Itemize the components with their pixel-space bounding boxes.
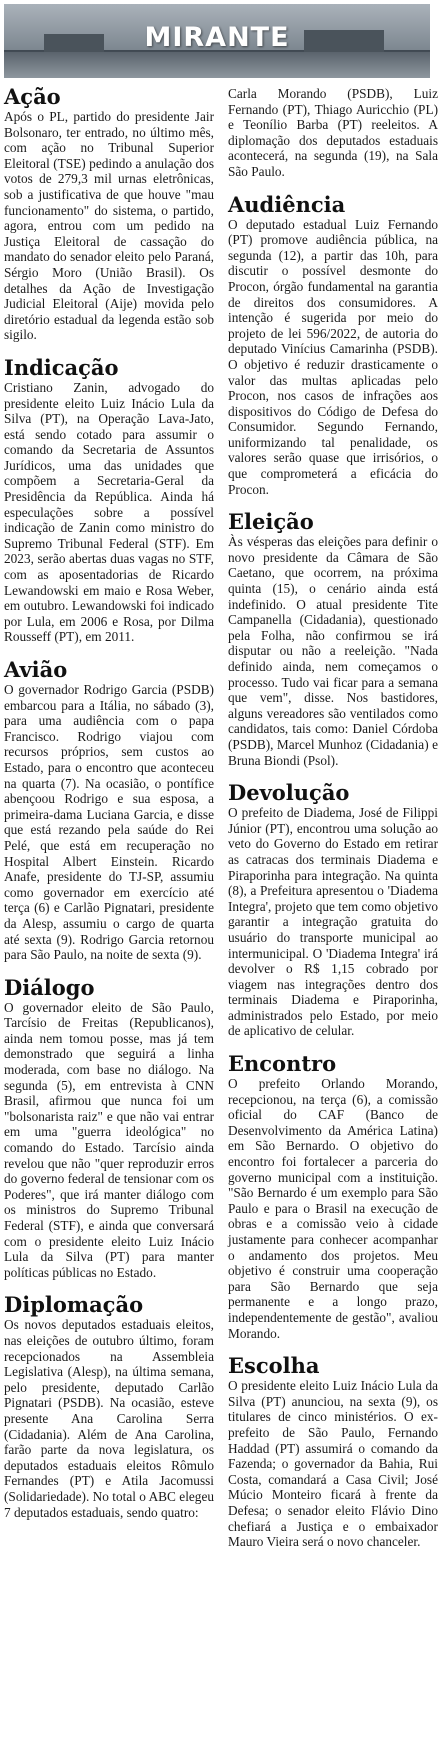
article-heading: Avião: [4, 657, 68, 682]
article-heading: Devolução: [228, 780, 350, 806]
section-title: MIRANTE: [144, 22, 290, 53]
article: [4, 974, 214, 1281]
article: [4, 659, 214, 963]
article-heading: Audiência: [228, 191, 346, 217]
article-body: O governador eleito de São Paulo, Tarcísio de Freitas (Republicanos), ainda nem tomou posse, mas já tem demonstrado que seguirá a linha moderada, com base no diálogo. Na segunda (5), em entrevista à CNN Brasil, afirmou que nunca foi um "bolsonarista raiz" e que não vai entrar em uma "guerra ideológica" no comando do Estado. Tarcísio ainda revelou que não "quer reproduzir erros do governo federal de tensionar com os Poderes", que irá manter diálogo com os ministros do Supremo Tribunal Federal (STF), e ainda que conversará com o presidente eleito Luiz Inácio Lula da Silva (PT) para manter políticas públicas no Estado.: [4, 999, 214, 1280]
article: [228, 1355, 438, 1550]
article-heading: Diplomação: [4, 1292, 144, 1318]
article: [228, 191, 438, 498]
article-body: Carla Morando (PSDB), Luiz Fernando (PT), Thiago Auricchio (PL) e Teonílio Barba (PT) reeleitos. A diplomação dos deputados estaduais acontecerá, na segunda (19), na Sala São Paulo.: [228, 86, 438, 179]
article-heading: Indicação: [4, 354, 119, 380]
article-heading: Eleição: [228, 509, 314, 535]
article-heading: Ação: [4, 84, 61, 109]
column-right: [228, 86, 438, 1564]
article-body: O presidente eleito Luiz Inácio Lula da Silva (PT) anunciou, na sexta (9), os titulares de cinco ministérios. O ex-prefeito de São Paulo, Fernando Haddad (PT) assumirá o comando da Fazenda; o governador da Bahia, Rui Costa, comandará a Casa Civil; José Múcio Monteiro ficará à frente da Defesa; o senador eleito Flávio Dino chefiará a Justiça e o embaixador Mauro Vieira será o novo chanceler.: [228, 1378, 438, 1550]
banner-water-image: [4, 52, 430, 78]
article: [228, 782, 438, 1039]
column-left: [4, 86, 214, 1534]
article-body: Cristiano Zanin, advogado do presidente eleito Luiz Inácio Lula da Silva (PT), na Operação Lava-Jato, está sendo cotado para assumir o comando da Secretaria de Assuntos Jurídicos, uma das unidades que compõem a Secretaria-Geral da Presidência da República. Ainda há especulações sobre a possível indicação de Zanin como ministro do Supremo Tribunal Federal (STF). Em 2023, serão abertas duas vagas no STF, com as aposentadorias de Ricardo Lewandowski em maio e Rosa Weber, em outubro. Lewandowski foi indicado por Lula, em 2006 e Rosa, por Dilma Rousseff (PT), em 2011.: [4, 379, 214, 645]
article-body: O prefeito Orlando Morando, recepcionou, na terça (6), a comissão oficial do CAF (Banco de Desenvolvimento da América Latina) em São Bernardo. O objetivo do encontro foi fortalecer a parceria do governo municipal com a instituição. "São Bernardo é um exemplo para São Paulo e para o Brasil na execução de obras e a comissão veio à cidade justamente para conhecer acompanhar o andamento dos projetos. Meu objetivo é construir uma cooperação para São Bernardo que seja permanente e a longo prazo, independentemente de gestão", avaliou Morando.: [228, 1076, 438, 1341]
article: [228, 86, 438, 180]
article-heading: Diálogo: [4, 974, 95, 1000]
section-banner: [4, 4, 430, 78]
article: [4, 1294, 214, 1520]
article-heading: Escolha: [228, 1353, 320, 1379]
article-body: O prefeito de Diadema, José de Filippi Júnior (PT), encontrou uma solução ao veto do Governo do Estado em retirar as catracas dos terminais Diadema e Piraporinha para integração. Na quinta (8), a Prefeitura apresentou o 'Diadema Integra', projeto que tem como objetivo garantir a integração gratuita do usuário do transporte municipal ao intermunicipal. O 'Diadema Integra' irá devolver o R$ 1,15 cobrado por viagem nas integrações dentro dos terminais Diadema e Piraporinha, administrados pelo Estado, por meio de aplicativo de celular.: [228, 805, 438, 1039]
article: [228, 1053, 438, 1341]
article-body: O governador Rodrigo Garcia (PSDB) embarcou para a Itália, no sábado (3), para uma audiência com o papa Francisco. Rodrigo viajou com recursos próprios, sem custos ao Estado, para o encontro que aconteceu na quarta (7). Na ocasião, o pontífice abençoou Rodrigo e sua esposa, a primeira-dama Luciana Garcia, e disse que está rezando pela saúde do Rei Pelé, que está em recuperação no Hospital Albert Einstein. Ricardo Anafe, presidente do TJ-SP, assumiu como governador em exercício até terça (6) e Carlão Pignatari, presidente da Alesp, assumiu o cargo de quarta até sexta (9). Rodrigo Garcia retornou para São Paulo, na noite de sexta (9).: [4, 682, 214, 963]
article: [228, 511, 438, 768]
article-body: Após o PL, partido do presidente Jair Bolsonaro, ter entrado, no último mês, com ação no Tribunal Superior Eleitoral (TSE) pedindo a anulação dos votos de 279,3 mil urnas eletrônicas, sob a justificativa de que houve "mau funcionamento" do sistema, o partido, agora, entrou com um pedido na Justiça Eleitoral de cassação do mandato do senador eleito pelo Paraná, Sérgio Moro (União Brasil). Os detalhes da Ação de Investigação Judicial Eleitoral (Aije) movida pelo diretório estadual da legenda estão sob sigilo.: [4, 109, 214, 343]
article: [4, 354, 214, 645]
article-heading: Encontro: [228, 1051, 337, 1077]
article-body: O deputado estadual Luiz Fernando (PT) promove audiência pública, na segunda (12), a partir das 10h, para discutir o possível desmonte do Procon, órgão fundamental na garantia de direitos dos consumidores. A intenção é sugerida por meio do projeto de lei 596/2022, de autoria do deputado Vinícius Camarinha (PSDB). O objetivo é reduzir drasticamente o valor das multas aplicadas pelo Procon, nos casos de infrações aos dispositivos do Código de Defesa do Consumidor. Segundo Fernando, uniformizando tal penalidade, os valores serão quase que irrisórios, o que comprometerá a eficácia do Procon.: [228, 216, 438, 497]
article: [4, 86, 214, 343]
article-body: Às vésperas das eleições para definir o novo presidente da Câmara de São Caetano, que ocorrem, na próxima quinta (15), o cenário ainda está indefinido. O atual presidente Tite Campanella (Cidadania), questionado pela Folha, não confirmou se irá disputar ou não a reeleição. "Nada definido ainda, nem começamos o processo. Tudo vai ficar para a semana que vem", disse. Nos bastidores, alguns vereadores são ventilados como candidatos, tais como: Daniel Córdoba (PSDB), Marcel Munhoz (Cidadania) e Bruna Biondi (Psol).: [228, 534, 438, 768]
article-body: Os novos deputados estaduais eleitos, nas eleições de outubro último, foram recepcionados na Assembleia Legislativa (Alesp), na última semana, pelo presidente, deputado Carlão Pignatari (PSDB). Na ocasião, esteve presente Ana Carolina Serra (Cidadania). Além de Ana Carolina, farão parte da nova legislatura, os deputados estaduais eleitos Rômulo Fernandes (PT) e Atila Jacomussi (Solidariedade). No total o ABC elegeu 7 deputados estaduais, sendo quatro:: [4, 1317, 214, 1520]
